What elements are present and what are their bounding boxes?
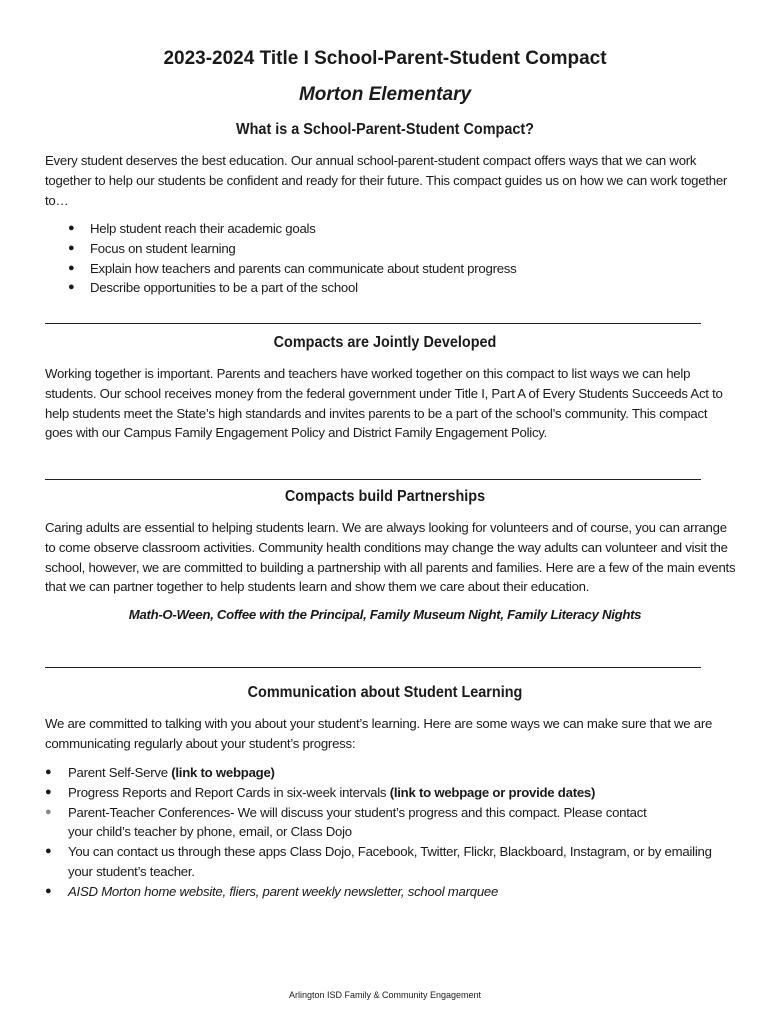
bullet-icon: ● [68,222,75,234]
bullet-icon: ● [68,241,75,254]
section3-paragraph [45,518,740,597]
bullet-icon: ● [68,261,75,274]
text-line: Working together is important. Parents and teachers have worked together on this compact to list ways we can help [45,366,691,381]
bullet-icon: ● [45,766,52,778]
divider-line [45,667,701,668]
text-line: to… [45,192,69,208]
text-line: goes with our Campus Family Engagement Policy and District Family Engagement Policy. [45,425,548,441]
events-list: Math-O-Ween, Coffee with the Principal, Family Museum Night, Family Literacy Nights [128,607,642,622]
list-item [45,842,712,882]
divider-line [45,479,701,480]
list-item-text: Describe opportunities to be a part of the school [90,280,358,296]
link-placeholder-note: (link to webpage) [171,765,275,780]
bullet-icon: ● [45,884,52,897]
document-title: 2023-2024 Title I School-Parent-Student Compact [163,48,607,69]
list-item [45,763,712,783]
text-line: students. Our school receives money from the federal government under Title I, Part A of Every Students Succeeds Act to [45,385,723,401]
list-item-text: You can contact us through these apps Class Dojo, Facebook, Twitter, Flickr, Blackboard, Instagram, or by emailing [68,844,712,860]
section2-paragraph [45,364,740,443]
text-line: that we can partner together to help students learn and show them we care about their education. [45,579,590,595]
text-line: together to help our students be confident and ready for their future. This compact guides us on how we can work together [45,172,728,188]
list-item-text: Parent Self-Serve [68,765,172,780]
list-item [45,783,712,803]
text-line: school, however, we are committed to building a partnership with all parents and families. Here are a few of the main events [45,559,736,575]
bullet-icon: ● [45,845,52,858]
text-line: help students meet the State’s high standards and invites parents to be a part of the school’s community. This compact [45,405,708,421]
list-item-text-continued: your child’s teacher by phone, email, or Class Dojo [68,824,352,840]
section1-paragraph [45,151,740,210]
text-line: We are committed to talking with you about your student’s learning. Here are some ways we can make sure that we are [45,716,713,731]
section4-paragraph [45,714,740,754]
text-line: Every student deserves the best education. Our annual school-parent-student compact offers ways that we can work [45,153,697,168]
list-item-text: AISD Morton home website, fliers, parent weekly newsletter, school marquee [68,883,499,899]
page-footer: Arlington ISD Family & Community Engagement [288,990,482,1000]
section1-bullet-list [68,219,517,298]
section-heading-communication: Communication about Student Learning [247,684,523,701]
list-item [68,259,517,279]
list-item [45,882,712,902]
communication-bullet-list [45,763,712,902]
section-heading-partnerships: Compacts build Partnerships [284,488,486,505]
list-item-text: Focus on student learning [90,240,236,256]
list-item [68,239,517,259]
link-placeholder-note: (link to webpage or provide dates) [389,784,596,800]
list-item-text: Help student reach their academic goals [90,221,316,236]
text-line: communicating regularly about your student’s progress: [45,735,356,751]
section-heading-what-is-compact: What is a School-Parent-Student Compact? [236,121,534,138]
list-item-text: Progress Reports and Report Cards in six-week intervals [68,784,390,800]
section-heading-jointly-developed: Compacts are Jointly Developed [273,334,497,351]
list-item [68,278,517,298]
divider-line [45,323,701,324]
list-item-text: Explain how teachers and parents can communicate about student progress [90,260,517,276]
list-item [68,219,517,239]
list-item-text-continued: your student’s teacher. [68,863,195,879]
school-name: Morton Elementary [298,84,472,105]
text-line: Caring adults are essential to helping students learn. We are always looking for volunteers and of course, you can arrange [45,520,727,535]
list-item-text: Parent-Teacher Conferences- We will discuss your student’s progress and this compact. Please contact [68,804,647,820]
bullet-icon: ● [68,281,75,294]
bullet-icon: ● [45,785,52,798]
text-line: to come observe classroom activities. Community health conditions may change the way adults can volunteer and visit the [45,539,728,555]
bullet-icon: ● [45,805,52,818]
list-item [45,803,712,843]
